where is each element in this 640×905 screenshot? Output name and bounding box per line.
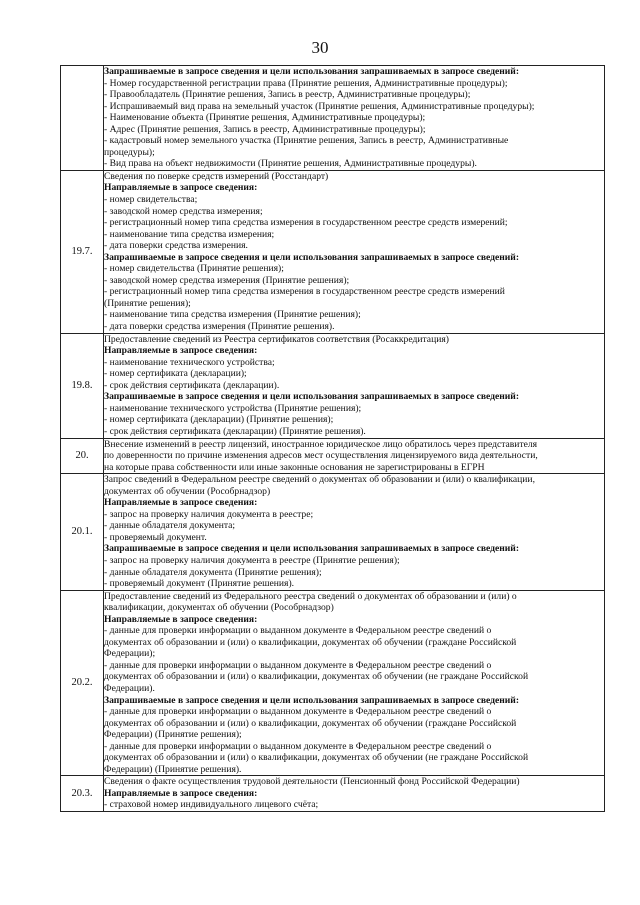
list-item: - Вид права на объект недвижимости (Принятие решения, Административные процедуры). bbox=[104, 158, 604, 170]
row-content bbox=[104, 170, 605, 333]
list-item: - заводской номер средства измерения (Принятие решения); bbox=[104, 275, 604, 287]
list-item: - проверяемый документ. bbox=[104, 532, 604, 544]
text-line: квалификации, документах об обучении (Рособрнадзор) bbox=[104, 602, 334, 614]
section-heading: Направляемые в запросе сведения: bbox=[104, 345, 258, 357]
list-item: - запрос на проверку наличия документа в реестре (Принятие решения); bbox=[104, 555, 604, 567]
list-item: - данные для проверки информации о выданном документе в Федеральном реестре сведений о bbox=[104, 625, 604, 637]
text-line: Федерации); bbox=[104, 648, 156, 660]
text-line: документах об обучении (Рособрнадзор) bbox=[104, 485, 271, 497]
table-row bbox=[61, 66, 605, 171]
text-line: Федерации) (Принятие решения); bbox=[104, 729, 242, 741]
list-item: - номер сертификата (декларации); bbox=[104, 368, 604, 380]
row-number: 19.8. bbox=[61, 333, 104, 438]
section-heading: Запрашиваемые в запросе сведения и цели использования запрашиваемых в запросе сведений: bbox=[104, 66, 520, 77]
row-number: 20.1. bbox=[61, 474, 104, 590]
text-line: Сведения о факте осуществления трудовой деятельности (Пенсионный фонд Российской Федерации) bbox=[104, 776, 520, 788]
section-heading: Направляемые в запросе сведения: bbox=[104, 787, 258, 799]
section-heading: Направляемые в запросе сведения: bbox=[104, 497, 258, 509]
text-line: Федерации). bbox=[104, 682, 155, 694]
table-row bbox=[61, 438, 605, 474]
list-item: - регистрационный номер типа средства измерения в государственном реестре средств измерений; bbox=[104, 217, 604, 229]
row-content bbox=[104, 590, 605, 776]
row-content bbox=[104, 474, 605, 590]
section-heading: Направляемые в запросе сведения: bbox=[104, 182, 258, 194]
row-content bbox=[104, 776, 605, 812]
row-number: 19.7. bbox=[61, 170, 104, 333]
text-line: документах об образовании и (или) о квалификации, документах об обучении (граждане Российской bbox=[104, 717, 517, 729]
list-item: - наименование типа средства измерения; bbox=[104, 229, 604, 241]
list-item: - срок действия сертификата (декларации) (Принятие решения). bbox=[104, 426, 604, 438]
list-item: - срок действия сертификата (декларации). bbox=[104, 380, 604, 392]
list-item: - запрос на проверку наличия документа в реестре; bbox=[104, 509, 604, 521]
requirements-table bbox=[60, 65, 605, 812]
list-item: - данные обладателя документа; bbox=[104, 520, 604, 532]
row-number: 20. bbox=[61, 438, 104, 474]
list-item: - данные для проверки информации о выданном документе в Федеральном реестре сведений о bbox=[104, 660, 604, 672]
row-content bbox=[104, 438, 605, 474]
text-line: Запрос сведений в Федеральном реестре сведений о документах об образовании и (или) о квалификации, bbox=[104, 474, 535, 486]
text-line: процедуры); bbox=[104, 146, 155, 158]
text-line: на которые права собственности или иные законные основания не зарегистрированы в ЕГРН bbox=[104, 461, 485, 473]
table-row bbox=[61, 170, 605, 333]
list-item: - данные для проверки информации о выданном документе в Федеральном реестре сведений о bbox=[104, 741, 604, 753]
list-item: - номер сертификата (декларации) (Принятие решения); bbox=[104, 414, 604, 426]
text-line: Предоставление сведений из Федерального реестра сведений о документах об образовании и (или) о bbox=[104, 590, 517, 602]
table-body bbox=[61, 66, 605, 812]
list-item: - кадастровый номер земельного участка (Принятие решения, Запись в реестр, Административные bbox=[104, 135, 604, 147]
table-row bbox=[61, 474, 605, 590]
text-line: документах об образовании и (или) о квалификации, документах об обучении (не граждане Российской bbox=[104, 752, 529, 764]
list-item: - Адрес (Принятие решения, Запись в реестр, Административные процедуры); bbox=[104, 124, 604, 136]
text-line: Внесение изменений в реестр лицензий, иностранное юридическое лицо обратилось через представителя bbox=[104, 438, 538, 450]
row-content bbox=[104, 66, 605, 171]
list-item: - заводской номер средства измерения; bbox=[104, 206, 604, 218]
list-item: - данные для проверки информации о выданном документе в Федеральном реестре сведений о bbox=[104, 706, 604, 718]
text-line: Предоставление сведений из Реестра сертификатов соответствия (Росаккредитация) bbox=[104, 333, 449, 345]
list-item: - Правообладатель (Принятие решения, Запись в реестр, Административные процедуры); bbox=[104, 89, 604, 101]
row-number: 20.2. bbox=[61, 590, 104, 776]
list-item: - проверяемый документ (Принятие решения). bbox=[104, 578, 604, 590]
list-item: - данные обладателя документа (Принятие решения); bbox=[104, 567, 604, 579]
page-number: 30 bbox=[311, 38, 329, 57]
text-line: документах об образовании и (или) о квалификации, документах об обучении (граждане Российской bbox=[104, 636, 517, 648]
table-row bbox=[61, 590, 605, 776]
table-row bbox=[61, 333, 605, 438]
list-item: - наименование технического устройства; bbox=[104, 357, 604, 369]
row-number: 20.3. bbox=[61, 776, 104, 812]
row-number bbox=[61, 66, 104, 171]
list-item: - Номер государственной регистрации права (Принятие решения, Административные процедуры); bbox=[104, 78, 604, 90]
list-item: - наименование технического устройства (Принятие решения); bbox=[104, 403, 604, 415]
text-line: по доверенности по причине изменения адресов мест осуществления лицензируемого вида деятельности, bbox=[104, 450, 538, 462]
section-heading: Запрашиваемые в запросе сведения и цели использования запрашиваемых в запросе сведений: bbox=[104, 543, 520, 555]
list-item: - регистрационный номер типа средства измерения в государственном реестре средств измерений bbox=[104, 286, 604, 298]
section-heading: Направляемые в запросе сведения: bbox=[104, 613, 258, 625]
list-item: - Наименование объекта (Принятие решения, Административные процедуры); bbox=[104, 112, 604, 124]
text-line: Федерации) (Принятие решения). bbox=[104, 763, 242, 775]
section-heading: Запрашиваемые в запросе сведения и цели использования запрашиваемых в запросе сведений: bbox=[104, 391, 520, 403]
list-item: - наименование типа средства измерения (Принятие решения); bbox=[104, 309, 604, 321]
section-heading: Запрашиваемые в запросе сведения и цели использования запрашиваемых в запросе сведений: bbox=[104, 694, 520, 706]
text-line: Сведения по поверке средств измерений (Росстандарт) bbox=[104, 170, 329, 182]
list-item: - номер свидетельства; bbox=[104, 194, 604, 206]
text-line: документах об образовании и (или) о квалификации, документах об обучении (не граждане Российской bbox=[104, 671, 529, 683]
table-row bbox=[61, 776, 605, 812]
list-item: - страховой номер индивидуального лицевого счёта; bbox=[104, 799, 604, 811]
list-item: - дата поверки средства измерения. bbox=[104, 240, 604, 252]
list-item: - Испрашиваемый вид права на земельный участок (Принятие решения, Административные процедуры); bbox=[104, 101, 604, 113]
list-item: - номер свидетельства (Принятие решения); bbox=[104, 263, 604, 275]
section-heading: Запрашиваемые в запросе сведения и цели использования запрашиваемых в запросе сведений: bbox=[104, 251, 520, 263]
list-item: - дата поверки средства измерения (Принятие решения). bbox=[104, 321, 604, 333]
row-content bbox=[104, 333, 605, 438]
text-line: (Принятие решения); bbox=[104, 297, 191, 309]
